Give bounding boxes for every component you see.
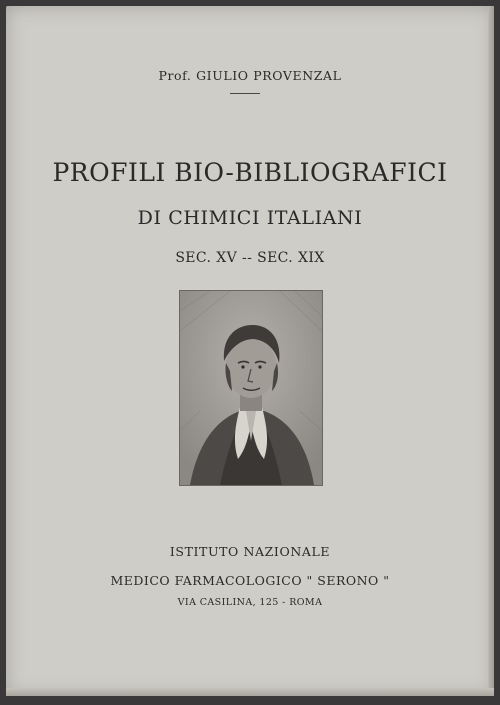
author-divider [230,93,260,94]
cover-bottom-edge [6,688,494,696]
book-cover [6,6,494,696]
period-subtitle: SEC. XV -- SEC. XIX [175,250,325,266]
cover-right-edge [488,6,494,696]
publisher-name-line-2: MEDICO FARMACOLOGICO " SERONO " [110,573,390,588]
author-name: Prof. GIULIO PROVENZAL [158,68,342,83]
book-title-line-1: PROFILI BIO-BIBLIOGRAFICI [52,158,448,187]
book-title-line-2: DI CHIMICI ITALIANI [137,207,363,229]
publisher-name-line-1: ISTITUTO NAZIONALE [169,544,331,559]
publisher-address: VIA CASILINA, 125 - ROMA [177,597,323,608]
portrait-drawing [180,291,322,485]
portrait-image [179,290,323,486]
